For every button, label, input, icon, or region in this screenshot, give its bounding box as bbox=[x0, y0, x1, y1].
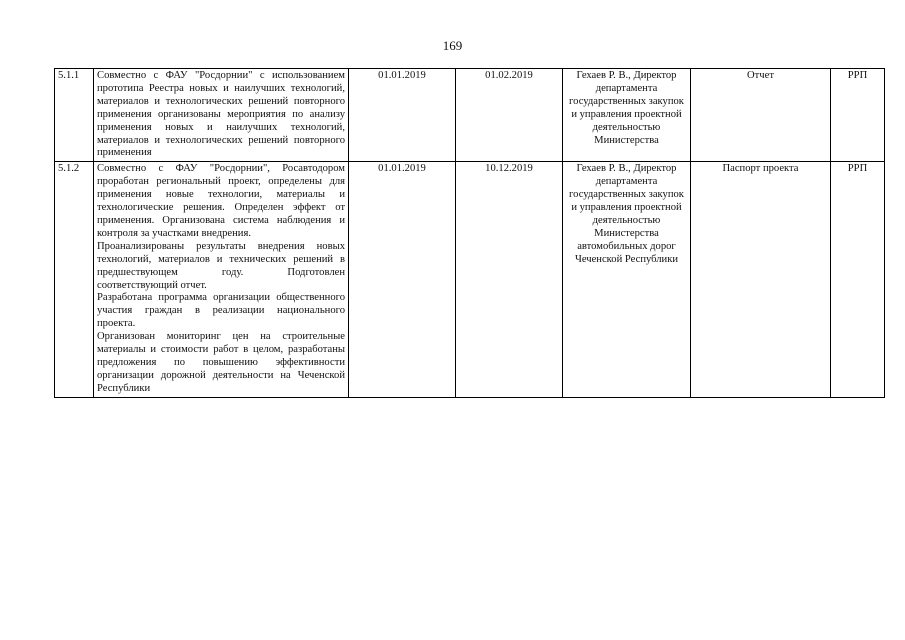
result-document: Отчет bbox=[691, 69, 831, 162]
responsible-person: Гехаев Р. В., Директор департамента государственных закупок и управления проектной деятельностью Министерства bbox=[563, 69, 691, 162]
result-document: Паспорт проекта bbox=[691, 162, 831, 397]
table-row bbox=[55, 69, 885, 162]
end-date: 01.02.2019 bbox=[456, 69, 563, 162]
description-paragraph: Организован мониторинг цен на строительные материалы и стоимости работ в целом, разработаны предложения по повышению эффективности организации дорожной деятельности на Чеченской Республики bbox=[97, 331, 345, 394]
end-date: 10.12.2019 bbox=[456, 162, 563, 397]
table-row bbox=[55, 162, 885, 397]
start-date: 01.01.2019 bbox=[349, 162, 456, 397]
description-paragraph: Разработана программа организации общественного участия граждан в реализации национального проекта. bbox=[97, 292, 345, 330]
item-description bbox=[94, 69, 349, 162]
description-paragraph: Совместно с ФАУ "Росдорнии", Росавтодором проработан региональный проект, определены для применения новые технологии, материалы и технологические решения. Определен эффект от применения. Организована система наблюдения и контроля за участками внедрения. bbox=[97, 163, 345, 239]
responsible-person: Гехаев Р. В., Директор департамента государственных закупок и управления проектной деятельностью Министерства автомобильных дорог Чеченской Республики bbox=[563, 162, 691, 397]
description-paragraph: Проанализированы результаты внедрения новых технологий, материалов и технических решений в предшествующем году. Подготовлен соответствующий отчет. bbox=[97, 240, 345, 291]
description-paragraph: Совместно с ФАУ "Росдорнии" с использованием прототипа Реестра новых и наилучших технологий, материалов и технологических решений повторного применения организованы мероприятия по анализу применения новых и наилучших технологий, материалов и технологических решений повторного применения bbox=[97, 70, 345, 159]
control-level: РРП bbox=[831, 162, 885, 397]
page-number: 169 bbox=[442, 38, 463, 53]
control-level: РРП bbox=[831, 69, 885, 162]
activities-table bbox=[54, 68, 885, 398]
start-date: 01.01.2019 bbox=[349, 69, 456, 162]
item-number: 5.1.2 bbox=[55, 162, 94, 397]
item-description bbox=[94, 162, 349, 397]
item-number: 5.1.1 bbox=[55, 69, 94, 162]
